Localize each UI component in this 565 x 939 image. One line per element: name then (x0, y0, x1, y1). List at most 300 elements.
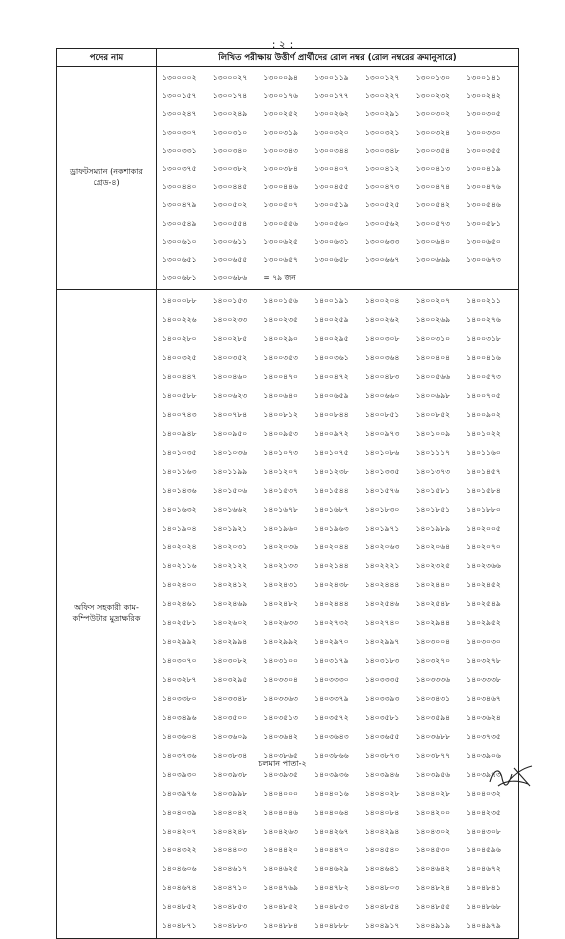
roll-number: ১৩০০৫০২ (212, 200, 248, 210)
roll-number: ১৪০২১৪৪ (314, 561, 349, 571)
roll-number: ১৪০৩৩০৪ (263, 675, 298, 684)
roll-number: ১৪০৩২৭৮ (466, 656, 501, 666)
roll-number: ১৪০০৬২৩ (212, 390, 248, 400)
roll-number: ১৩০০৪৭৬ (466, 182, 501, 192)
roll-number: ১৪০১০৩৫ (162, 447, 197, 457)
roll-number: ১৪০৪০৩৯ (162, 807, 197, 817)
roll-number: ১৪০১৯৬৩ (314, 523, 349, 533)
roll-number: ১৩০০২৪৯ (212, 109, 248, 119)
roll-number: ১৩০০৬৬৯ (415, 254, 451, 264)
roll-number: ১৩০০৫৪২ (415, 200, 451, 210)
roll-number: ১৪০২৬৩৩ (263, 618, 298, 628)
roll-number: ১৪০৪৯১৯ (415, 921, 451, 931)
roll-number: ১৪০০২০৪ (364, 296, 400, 306)
roll-number: ১৪০৩৬৮৮ (415, 731, 451, 741)
roll-number: ১৩০০৩৩১ (162, 145, 197, 155)
roll-number: ১৪০৩৫১৩ (263, 712, 298, 722)
roll-number: ১৪০০২৮৫ (212, 334, 248, 344)
roll-number: ১৪০৩৬৪২ (263, 731, 298, 741)
roll-number: ১৩০০১১৯ (314, 73, 349, 82)
roll-number: ১৪০৪৬৪১ (364, 864, 400, 874)
roll-number: ১৪০০০৮৮ (162, 296, 197, 306)
roll-number: ১৩০০১৫৭ (162, 91, 197, 101)
roll-number: ১৪০৪০০০ (263, 788, 298, 798)
roll-number: ১৪০২৪০০ (162, 580, 197, 590)
roll-number: ১৪০১৬৬২ (212, 504, 248, 514)
roll-number: ১৪০৪২৬৩ (263, 826, 298, 836)
roll-table (56, 48, 519, 939)
roll-number: ১৪০৪০২৮ (415, 788, 451, 798)
roll-number: ১৪০০২৩৩ (212, 315, 248, 325)
roll-number: ১৩০০৩২৪ (415, 127, 451, 137)
roll-number: ১৪০০১৫৬ (263, 296, 298, 306)
roll-number: ১৪০১৮৫১ (415, 504, 451, 514)
roll-number: ১৪০০৮৪৪ (314, 409, 349, 419)
roll-number: ১৩০০৩৪৪ (314, 145, 349, 155)
roll-cell-office-assistant (157, 290, 519, 939)
roll-number: ১৪০০৮১২ (263, 409, 298, 419)
roll-number: ১৪০২৫৪৮ (415, 599, 451, 609)
roll-number: ১৪০৪২৬৭ (314, 826, 349, 836)
roll-number: ১৪০২৩৬৬ (466, 561, 501, 571)
roll-number: ১৩০০৩৫৪ (415, 145, 451, 155)
roll-number: ১৪০২৯৯৪ (212, 637, 248, 647)
roll-number: ১৪০৪৫৩০ (415, 845, 451, 855)
roll-number: ১৪০৪৬০৬ (162, 864, 197, 874)
roll-number: ১৪০০৩০৮ (364, 334, 400, 344)
roll-number: ১৪০২৪১২ (212, 580, 248, 590)
roll-number: ১৪০৪৮৫৩ (212, 902, 248, 912)
roll-number: ১৪০২০০৫ (466, 523, 501, 533)
roll-number: ১৪০৪৩০৮ (466, 826, 501, 836)
roll-number: ১৩০০৬৫১ (162, 254, 197, 264)
roll-number: ১৪০৪৪২০ (263, 845, 298, 855)
roll-number: ১৪০৪৭৬৯ (263, 883, 298, 893)
roll-number: ১৪০০৯৭৩ (364, 428, 400, 438)
roll-number: ১৪০৩৩৯৩ (364, 693, 400, 703)
roll-number: ১৩০০১৭৭ (314, 91, 349, 101)
roll-number: ১৩০০৫০৭ (263, 200, 298, 210)
roll-number: ১৪০৩৩৮০ (162, 693, 197, 703)
roll-number: ১৩০০৩৪০ (212, 145, 248, 155)
roll-number: ১৪০৩৭৩৫ (466, 731, 501, 741)
roll-number: ১৪০৩৯৩৬ (314, 769, 349, 779)
roll-number: ১৪০১৯২১ (212, 523, 248, 533)
roll-number: ১৪০৩০৩০ (466, 637, 501, 647)
roll-number: ১৩০০৬৫৭ (263, 254, 298, 264)
roll-number: ১৪০৩০৮২ (212, 656, 248, 666)
roll-number: ১৪০৪৮০৩ (364, 883, 400, 893)
roll-number: ১৪০২১২২ (212, 561, 248, 571)
roll-number: ১৩০০৫২৫ (364, 200, 400, 210)
roll-number: ১৪০৩৩৬৩ (263, 693, 298, 703)
roll-number: ১৪০০২২৬ (162, 315, 197, 325)
roll-number: ১৪০২৪৪৪ (314, 599, 349, 609)
roll-number: ১৪০৪২০০ (415, 807, 451, 817)
roll-number: ১৪০১৫৩৭ (263, 485, 298, 495)
roll-number: ১৪০০২৭৬ (466, 315, 501, 325)
roll-number: ১৪০৪৮৬৮ (466, 902, 501, 912)
roll-number: ১৪০১১৬৩ (162, 466, 197, 476)
roll-number: ১৪০২৯৯৭ (364, 637, 400, 647)
continuation-footer: চলমান পাতা-২ (258, 759, 307, 768)
roll-number: = ৭৯ জন (263, 273, 296, 283)
roll-number: ১৪০২০৭০ (466, 542, 501, 552)
roll-number: ১৪০০৩১০ (415, 334, 451, 344)
roll-number: ১৪০২২২১ (364, 561, 400, 571)
roll-number: ১৩০০৫৫৪ (212, 218, 248, 228)
roll-number: ১৪০৪২৩৫ (466, 807, 501, 817)
roll-number: ১৪০২০২৪ (162, 542, 197, 552)
roll-number: ১৪০৪২৪৮ (212, 826, 248, 836)
post-name-office-assistant: অফিস সহকারী কাম-কম্পিউটার মুদ্রাক্ষরিক (57, 290, 157, 939)
roll-number: ১৩০০২৯১ (364, 109, 400, 119)
roll-number: ১৪০২৪৬১ (162, 599, 197, 609)
roll-number: ১৪০১১৯৯ (212, 466, 248, 476)
roll-number: ১৩০০৬৫০ (466, 236, 501, 246)
roll-number: ১৪০৪৬১৭ (212, 864, 248, 874)
roll-number: ১৩০০৩২১ (364, 127, 400, 137)
roll-number: ১৪০৩৪৬৭ (466, 693, 501, 703)
roll-number: ১৪০৪০৪২ (212, 807, 248, 817)
roll-number: ১৪০৩৩৩০ (314, 675, 349, 684)
roll-number: ১৪০৩৭৩৬ (162, 750, 197, 760)
roll-number: ১৪০২০৩৬ (263, 542, 298, 552)
roll-number: ১৪০৩৫৮১ (364, 712, 400, 722)
roll-number: ১৪০২৯৫২ (466, 618, 501, 628)
roll-number: ১৩০০১৩০ (415, 73, 451, 82)
roll-number: ১৪০৪৮৪১ (466, 883, 501, 893)
roll-number: ১৪০২৯৯২ (263, 637, 298, 647)
roll-number: ১৩০০০৯৪ (263, 73, 298, 82)
roll-number: ১৪০৩৯০৬ (466, 750, 501, 760)
roll-number: ১৩০০৪১৯ (466, 163, 501, 173)
roll-number: ১৩০০৫৪৯ (162, 218, 197, 228)
roll-number: ১৩০০৩৪৩ (263, 145, 298, 155)
roll-number: ১৩০০৬৭৩ (466, 254, 501, 264)
roll-number: ১৪০০৯৫৩ (263, 428, 298, 438)
roll-number: ১৪০১৮৮০ (466, 504, 501, 514)
roll-number: ১৪০৩৯৭৩ (466, 769, 501, 779)
roll-number: ১৪০২০৬৩ (364, 542, 400, 552)
roll-number: ১৩০০৩৩০ (466, 127, 501, 137)
roll-number: ১৪০০৯০২ (466, 409, 501, 419)
roll-number: ১৪০৩৮৭৩ (364, 750, 400, 760)
roll-number: ১৪০১৬৩২ (162, 504, 197, 514)
roll-number: ১৩০০৬৫৮ (314, 254, 349, 264)
roll-number: ১৪০১৯৭১ (364, 523, 400, 533)
roll-number: ১৪০৩৩৩৮ (466, 675, 501, 684)
roll-number: ১৪০৩৫৭২ (314, 712, 349, 722)
roll-number: ১৪০১০৭৩ (263, 447, 298, 457)
roll-number: ১৪০২০৩১ (212, 542, 248, 552)
roll-number: ১৩০০৬৬৭ (364, 254, 400, 264)
roll-number: ১৪০১১১৭ (415, 447, 451, 457)
roll-number: ১৩০০০২৭ (212, 73, 248, 82)
roll-number: ১৪০০৩৫৩ (263, 353, 298, 363)
roll-number: ১৪০১৯০৪ (162, 523, 197, 533)
roll-number: ১৪০৩৬৪৩ (314, 731, 349, 741)
roll-number: ১৪০০৫৭৩ (466, 372, 501, 381)
roll-grid-draftsman (157, 67, 518, 289)
roll-number: ১৪০০৫৮৮ (162, 390, 197, 400)
roll-number: ১৪০২৪৩১ (263, 580, 298, 590)
roll-number: ১৪০৩৮৬৫ (263, 750, 298, 760)
roll-number: ১৩০০৫৭৩ (415, 218, 451, 228)
roll-number: ১৪০৪০৩২ (466, 788, 501, 798)
roll-number: ১৪০৩৫০০ (212, 712, 248, 722)
roll-grid-office-assistant (157, 290, 518, 938)
roll-number: ১৪০২৬০২ (212, 618, 248, 628)
roll-number: ১৪০৩১৮৩ (364, 656, 400, 666)
roll-number: ১৪০০৬৬০ (364, 390, 400, 400)
roll-number: ১৩০০৫৪৬ (466, 200, 501, 210)
roll-number: ১৪০৩৬০৪ (162, 731, 197, 741)
roll-number: ১৪০৪৬২৫ (263, 864, 298, 874)
roll-number: ১৪০১৪৫৭ (466, 466, 501, 476)
roll-number: ১৪০১০৭৫ (314, 447, 349, 457)
roll-number: ১৪০৪৩০২ (415, 826, 451, 836)
roll-number: ১৪০২৪৬৯ (212, 599, 248, 609)
roll-number: ১৪০৪৮৭১ (162, 921, 197, 931)
roll-number: ১৪০৩৬০৯ (212, 731, 248, 741)
roll-number: ১৪০১৩৭৩ (415, 466, 451, 476)
roll-number: ১৪০২৯৪৪ (415, 618, 451, 628)
roll-number: ১৪০১০০৯ (415, 428, 451, 438)
roll-number: ১৩০০৪৪০ (162, 182, 197, 192)
roll-number: ১৪০০৬৫৯ (314, 390, 349, 400)
roll-number: ১৪০৩৫৯৪ (415, 712, 451, 722)
roll-number: ১৪০৪৬৭২ (466, 864, 501, 874)
roll-number: ১৪০২৪৩৮ (314, 580, 349, 590)
roll-number: ১৪০৩৪৩১ (415, 693, 451, 703)
roll-number: ১৪০০২৮০ (162, 334, 197, 344)
roll-number: ১৪০৩৩৭৯ (314, 693, 349, 703)
roll-number: ১৪০১০৩৬ (212, 447, 248, 457)
roll-number: ১৪০০৯৫০ (212, 428, 248, 438)
table-header (57, 49, 519, 67)
roll-number: ১৩০০৫৬২ (364, 218, 400, 228)
roll-number: ১৪০২৪৪০ (415, 580, 451, 590)
roll-number: ১৩০০২৪২ (466, 91, 501, 101)
roll-number: ১৪০২০৪৪ (314, 542, 349, 552)
roll-number: ১৪০৩০৭০ (162, 656, 197, 666)
roll-number: ১৪০৩৩৪৮ (212, 693, 248, 703)
roll-number: ১৩০০২৫২ (263, 109, 298, 119)
roll-number: ১৪০০৮৫২ (415, 409, 451, 419)
roll-number: ১৪০৪৬৪২ (415, 864, 451, 874)
roll-number: ১৪০৪৮৮৩ (212, 921, 248, 931)
roll-number: ১৪০২৩২৫ (415, 561, 451, 571)
roll-number: ১৪০০৪৮৩ (364, 372, 400, 381)
roll-number: ১৪০৪৮৫২ (162, 902, 197, 912)
roll-number: ১৩০০১৭৪ (212, 91, 248, 101)
roll-number: ১৪০০২১১ (466, 296, 501, 306)
roll-number: ১৪০৪০১৬ (314, 788, 349, 798)
roll-number: ১৪০৪৯১৭ (364, 921, 400, 931)
page-number: : ২ : (271, 38, 294, 51)
roll-number: ১৪০১৫০৬ (212, 485, 248, 495)
roll-number: ১৪০৪২৯৪ (364, 826, 400, 836)
roll-number: ১৩০০৪৪৬ (263, 182, 298, 192)
section-row-draftsman (57, 67, 519, 290)
roll-number: ১৩০০৩৫৫ (466, 145, 501, 155)
roll-number: ১৪০৪০৬৪ (314, 807, 349, 817)
roll-number: ১৪০২৭৩২ (314, 618, 349, 628)
roll-number: ১৪০০৭৪৩ (162, 409, 197, 419)
roll-number: ১৩০০৩০৭ (162, 127, 197, 137)
roll-number: ১৪০২৫৪৬ (364, 599, 400, 609)
roll-number: ১৪০০২৩৫ (263, 315, 298, 325)
roll-number: ১৪০৪৫৪০ (364, 845, 400, 855)
roll-number: ১৪০৩১০০ (263, 656, 298, 666)
roll-number: ১৪০১৫৭৬ (364, 485, 400, 495)
roll-number: ১৩০০৩৮২ (212, 163, 248, 173)
roll-number: ১৩০০৬৫৫ (212, 254, 248, 264)
roll-number: ১৪০০৮৫১ (364, 409, 400, 419)
roll-number: ১৪০২৪৮২ (263, 599, 298, 609)
roll-number: ১৪০১৩৩৫ (364, 466, 400, 476)
roll-number: ১৪০৩৯৫৬ (415, 769, 451, 779)
roll-number: ১৪০০৩২৫ (162, 353, 197, 363)
roll-number: ১৩০০৩১০ (212, 127, 248, 137)
roll-number: ১৪০৪০২৮ (364, 788, 400, 798)
roll-number: ১৪০০২৫৯ (314, 315, 349, 325)
roll-number: ১৪০৩৬৫৫ (364, 731, 400, 741)
roll-number: ১৪০২৫৪৯ (466, 599, 501, 609)
roll-number: ১৩০০২৬২ (314, 109, 349, 119)
roll-number: ১৪০৩৪৯৬ (162, 712, 197, 722)
roll-number: ১৪০৪৮৫৪ (364, 902, 400, 912)
roll-number: ১৪০১৬৭৮ (263, 504, 298, 514)
roll-number: ১৩০০৪১৩ (415, 163, 451, 173)
roll-number: ১৪০১২০৭ (263, 466, 298, 476)
roll-number: ১৩০০৫৮১ (466, 218, 501, 228)
roll-number: ১৪০১৮৩০ (364, 504, 400, 514)
roll-number: ১৩০০৬১০ (162, 236, 197, 246)
roll-number: ১৪০১২৩৮ (314, 466, 349, 476)
roll-number: ১৩০০৪০৭ (314, 163, 349, 173)
roll-number: ১৩০০৪৫৫ (314, 182, 349, 192)
roll-number: ১৩০০১২৭ (364, 73, 400, 82)
roll-number: ১৪০১৯৮৯ (415, 523, 451, 533)
roll-number: ১৩০০০০২ (162, 73, 197, 82)
roll-number: ১৪০১৯৬০ (263, 523, 298, 533)
roll-number: ১৪০২১১৬ (162, 561, 197, 571)
signature-mark (484, 762, 536, 790)
roll-number: ১৪০০১৫৩ (212, 296, 248, 306)
roll-number: ১৩০০৬৮৬ (212, 273, 248, 283)
roll-number: ১৪০০৯৪৮ (162, 428, 197, 438)
roll-number: ১৪০০২৯৫ (314, 334, 349, 344)
roll-number: ১৪০৪৮৫৩ (314, 902, 349, 912)
roll-number: ১৪০৪৭১০ (212, 883, 248, 893)
roll-number: ১৪০১৫৮১ (415, 485, 451, 495)
roll-number: ১৪০২৯৯২ (162, 637, 197, 647)
roll-number: ১৪০৩৯৩০ (162, 769, 197, 779)
roll-number: ১৪০০২৬২ (364, 315, 400, 325)
roll-number: ১৪০০৪৭০ (263, 372, 298, 381)
roll-number: ১৪০২৪৫২ (466, 580, 501, 590)
section-row-office-assistant (57, 290, 519, 939)
roll-number: ১৩০০৬৮১ (162, 273, 197, 283)
roll-number: ১৩০০৫১৯ (314, 200, 349, 210)
roll-number: ১৩০০৬৪০ (415, 236, 451, 246)
roll-number: ১৪০০৬৪০ (263, 390, 298, 400)
roll-number: ১৩০০৬১১ (212, 236, 248, 246)
roll-number: ১৪০০৯৭২ (314, 428, 349, 438)
roll-number: ১৪০৩৮৬৬ (314, 750, 349, 760)
roll-number: ১৪০৩৯৯৮ (212, 788, 248, 798)
roll-number: ১৪০৪৯৭৯ (466, 921, 501, 931)
roll-number: ১৪০১০৮৬ (364, 447, 400, 457)
roll-number: ১৪০০৭৮৪ (212, 409, 248, 419)
roll-number: ১৩০০৩০৫ (466, 109, 501, 119)
roll-number: ১৪০২৫৮১ (162, 618, 197, 628)
roll-number: ১৩০০১৪১ (466, 73, 501, 82)
roll-number: ১৪০২১৩৩ (263, 561, 298, 571)
roll-cell-draftsman (157, 67, 519, 290)
roll-number: ১৪০৩৮৩৪ (212, 750, 248, 760)
roll-number: ১৪০০৪৪৭ (162, 372, 197, 381)
roll-number: ১৪০০৩৬৪ (364, 353, 400, 363)
roll-number: ১৩০০১৭৬ (263, 91, 298, 101)
roll-number: ১৪০৪৩২২ (162, 845, 197, 855)
roll-number: ১৪০৪৮৮৮ (314, 921, 349, 931)
roll-number: ১৩০০২২৭ (364, 91, 400, 101)
roll-number: ১৪০০৩১৮ (466, 334, 501, 344)
roll-number: ১৪০৩০০৪ (415, 637, 451, 647)
roll-number: ১৪০৩২৭০ (415, 656, 451, 666)
roll-number: ১৪০০৪৭২ (314, 372, 349, 381)
roll-number: ১৪০০৫৬৬ (415, 372, 451, 381)
roll-number: ১৪০০২৬৯ (415, 315, 451, 325)
roll-number: ১৪০৪৮৫৫ (415, 902, 451, 912)
roll-number: ১৪০৩৯৪৬ (364, 769, 400, 779)
roll-number: ১৪০৩১৭৯ (314, 656, 349, 666)
roll-number: ১৪০১৫৪৪ (314, 485, 349, 495)
roll-number: ১৪০৪৮২৪ (415, 883, 451, 893)
roll-number: ১৪০৪৭৮২ (314, 883, 349, 893)
roll-number: ১৪০৩২৯৫ (212, 675, 248, 684)
roll-number: ১৪০০১৯১ (314, 296, 349, 306)
roll-number: ১৪০০৩৬১ (314, 353, 349, 363)
roll-number: ১৪০১১৬০ (466, 447, 501, 457)
roll-number: ১৪০০৪১৬ (466, 353, 501, 363)
post-name-draftsman: ড্রাফটসম্যান (নকশাকার গ্রেড-৪) (57, 67, 157, 290)
roll-number: ১৪০৪৫৯৬ (466, 845, 501, 855)
roll-number: ১৩০০৩৪৮ (364, 145, 400, 155)
roll-number: ১৩০০৪৭৪ (415, 182, 451, 192)
roll-number: ১৪০৩৮৭৭ (415, 750, 451, 760)
roll-number: ১৪০২৯৭০ (314, 637, 349, 647)
roll-number: ১৪০৪২০৭ (162, 826, 197, 836)
roll-number: ১৩০০৩৮৪ (263, 163, 298, 173)
roll-number: ১৩০০৬৩১ (314, 236, 349, 246)
roll-number: ১৩০০৪১২ (364, 163, 400, 173)
roll-number: ১৪০৪৮৮৪ (263, 921, 298, 931)
roll-number: ১৩০০৪৪৫ (212, 182, 248, 192)
roll-number: ১৩০০৩০২ (415, 109, 451, 119)
roll-number: ১৪০২৪৪৪ (364, 580, 400, 590)
header-post-name: পদের নাম (57, 49, 157, 67)
roll-number: ১৪০০২৯০ (263, 334, 298, 344)
roll-number: ১৩০০২৪৭ (162, 109, 197, 119)
roll-number: ১৩০০৩৭৫ (162, 163, 197, 173)
roll-number: ১৪০৩৩৩৬ (415, 675, 451, 684)
roll-number: ১৪০৪৪৭০ (314, 845, 349, 855)
roll-number: ১৪০৩২৮৭ (162, 675, 197, 684)
